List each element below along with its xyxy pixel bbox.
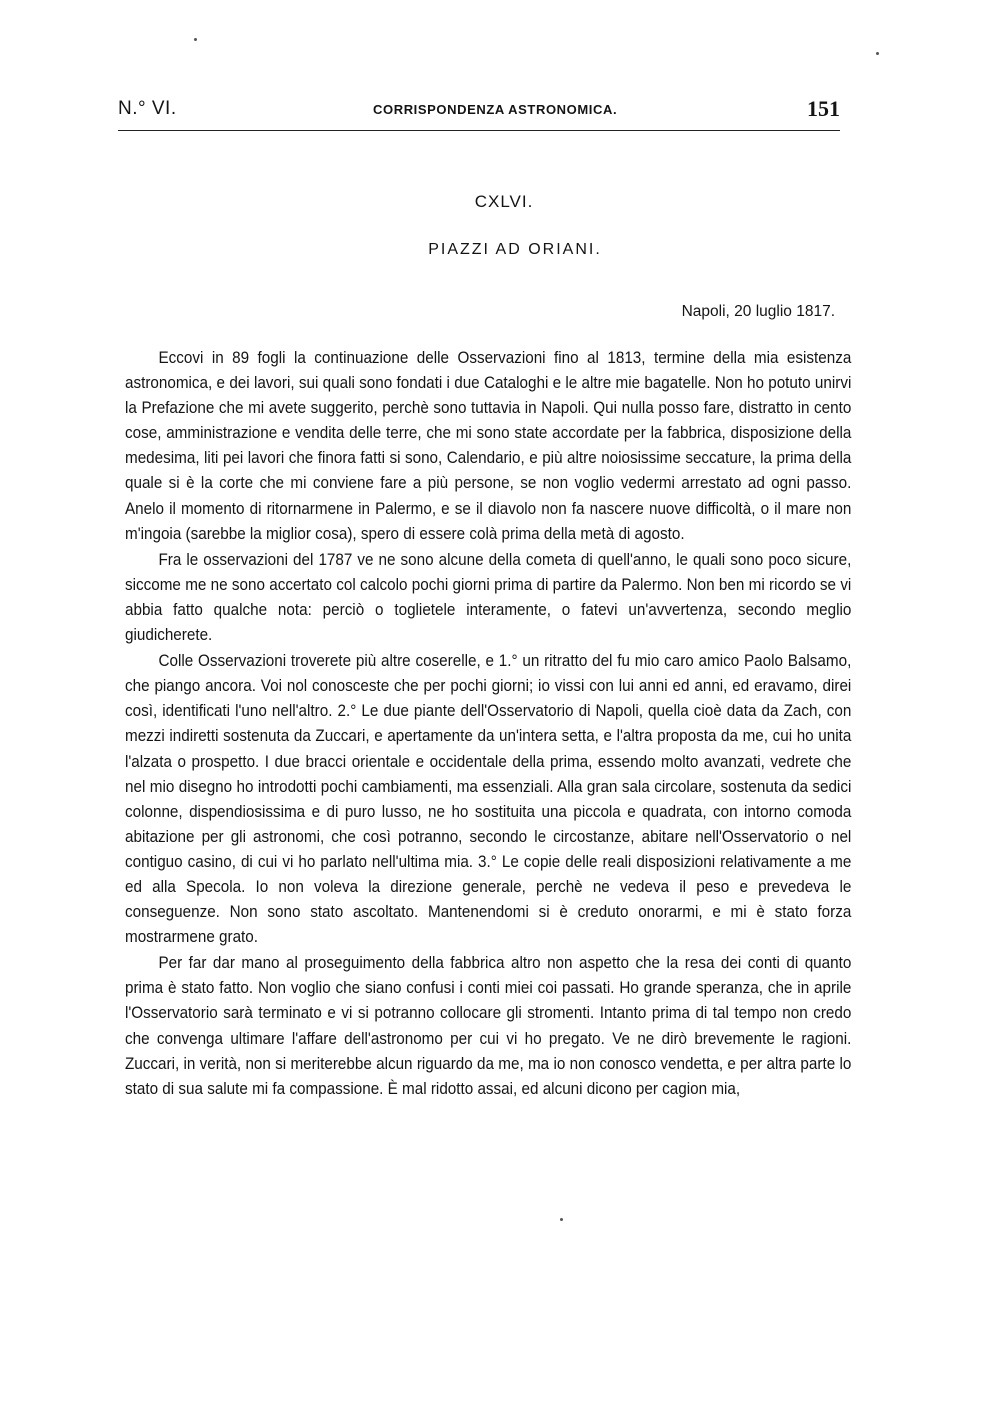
print-speck: [876, 52, 879, 55]
running-header: [118, 98, 840, 126]
paragraph: Colle Osservazioni troverete più altre coserelle, e 1.° un ritratto del fu mio caro amico Paolo Balsamo, che piango ancora. Voi nol conosceste che per pochi giorni; io vissi con lui anni ed anni, ed eravamo, direi così, identificati l'uno nell'altro. 2.° Le due piante dell'Osservatorio di Napoli, quella cioè data da Zach, con mezzi indiretti sostenuta da Zuccari, e apertamente da un'intera setta, e l'altra proposta da me, cui ho unita l'alzata o prospetto. I due bracci orientale e occidentale della prima, essendo molto avanzati, vedrete che nel mio disegno ho introdotti pochi cambiamenti, ma essenziali. Alla gran sala circolare, sostenuta da sedici colonne, dispendiosissima e di puro lusso, ne ho sostituita una piccola e quadrata, con intorno comoda abitazione per gli astronomi, che così potranno, secondo le circostanze, abitare nell'Osservatorio o nel contiguo casino, di cui vi ho parlato nell'ultima mia. 3.° Le copie delle reali disposizioni relativamente a me ed alla Specola. Io non voleva la direzione generale, perchè ne vedeva il peso e prevedeva le conseguenze. Non sono stato ascoltato. Mantenendomi si è creduto onorarmi, e mi è stato forza mostrarmene grato.: [125, 652, 852, 947]
print-speck: [194, 38, 197, 41]
print-speck: [560, 1218, 563, 1221]
place-date: Napoli, 20 luglio 1817.: [681, 303, 835, 320]
paragraph: Fra le osservazioni del 1787 ve ne sono alcune della cometa di quell'anno, le quali sono poco sicure, siccome me ne sono accertato col calcolo pochi giorni prima di partire da Palermo. Non ben mi ricordo se vi abbia fatto qualche nota: perciò o toglietele interamente, o fatevi un'avvertenza, secondo meglio giudicherete.: [125, 550, 852, 645]
letter-title: [0, 241, 1000, 259]
letter-number: [0, 192, 1000, 212]
letter-number-text: CXLVI.: [474, 192, 534, 211]
section-number: N.° VI.: [118, 98, 177, 119]
header-rule: [118, 130, 840, 131]
letter-title-text: PIAZZI AD ORIANI.: [428, 241, 602, 258]
page-number: 151: [807, 96, 840, 121]
letter-body: [125, 346, 851, 1102]
paragraph: Eccovi in 89 fogli la continuazione delle Osservazioni fino al 1813, termine della mia esistenza astronomica, e dei lavori, sui quali sono fondati i due Cataloghi e le altre mie bagatelle. Non ho potuto unirvi la Prefazione che mi avete suggerito, perchè sono tuttavia in Napoli. Qui nulla posso fare, distratto in cento cose, amministrazione e vendita delle terre, che mi sono state accordate per la fabbrica, disposizione della medesima, liti pei lavori che finora fatti si sono, Calendario, e più altre noiosissime seccature, la prima della quale si è la corte che mi conviene fare a più persone, se non voglio vedermi arrestato ad ogni passo. Anelo il momento di ritornarmene in Palermo, e se il diavolo non fa nascere nuove difficoltà, o il mare non m'ingoia (sarebbe la miglior cosa), spero di essere colà prima della metà di agosto.: [125, 349, 852, 543]
paragraph: Per far dar mano al proseguimento della fabbrica altro non aspetto che la resa dei conti di quanto prima è stato fatto. Non voglio che siano confusi i conti miei coi passati. Ho grande speranza, che in aprile l'Osservatorio sarà terminato e vi si potranno collocare gli stromenti. Intanto prima di tal tempo non credo che convenga ultimare l'affare dell'astronomo per cui vi ho pregato. Ve ne dirò brevemente le ragioni. Zuccari, in verità, non si meriterebbe alcun riguardo da me, ma io non conosco vendetta, e per altra parte lo stato di sua salute mi fa compassione. È mal ridotto assai, ed alcuni dicono per cagion mia,: [125, 954, 852, 1098]
running-title: CORRISPONDENZA ASTRONOMICA.: [373, 102, 618, 117]
